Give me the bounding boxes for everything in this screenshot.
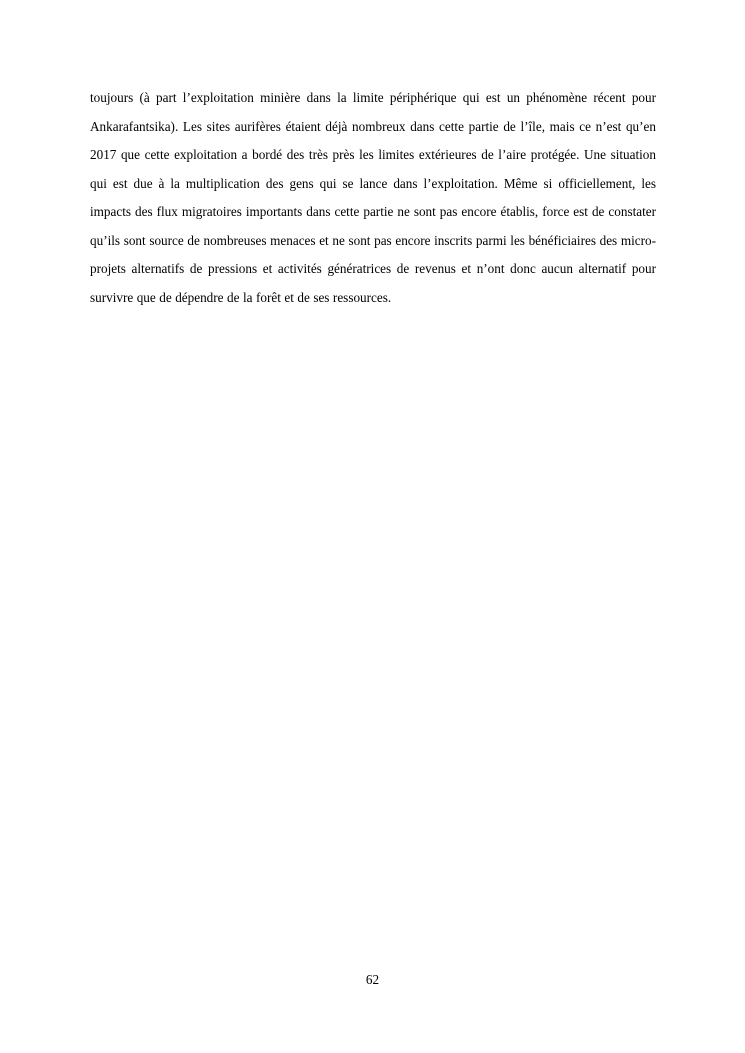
page-number: 62: [365, 972, 380, 987]
body-paragraph: toujours (à part l’exploitation minière dans la limite périphérique qui est un phénomène récent pour Ankarafantsika). Les sites aurifères étaient déjà nombreux dans cette partie de l’île, mais ce n’est qu’en 2017 que cette exploitation a bordé des très près les limites extérieures de l’aire protégée. Une situation qui est due à la multiplication des gens qui se lance dans l’exploitation. Même si officiellement, les impacts des flux migratoires importants dans cette partie ne sont pas encore établis, force est de constater qu’ils sont source de nombreuses menaces et ne sont pas encore inscrits parmi les bénéficiaires des micro-projets alternatifs de pressions et activités génératrices de revenus et n’ont donc aucun alternatif pour survivre que de dépendre de la forêt et de ses ressources.: [90, 90, 656, 305]
page-content: [90, 84, 656, 312]
